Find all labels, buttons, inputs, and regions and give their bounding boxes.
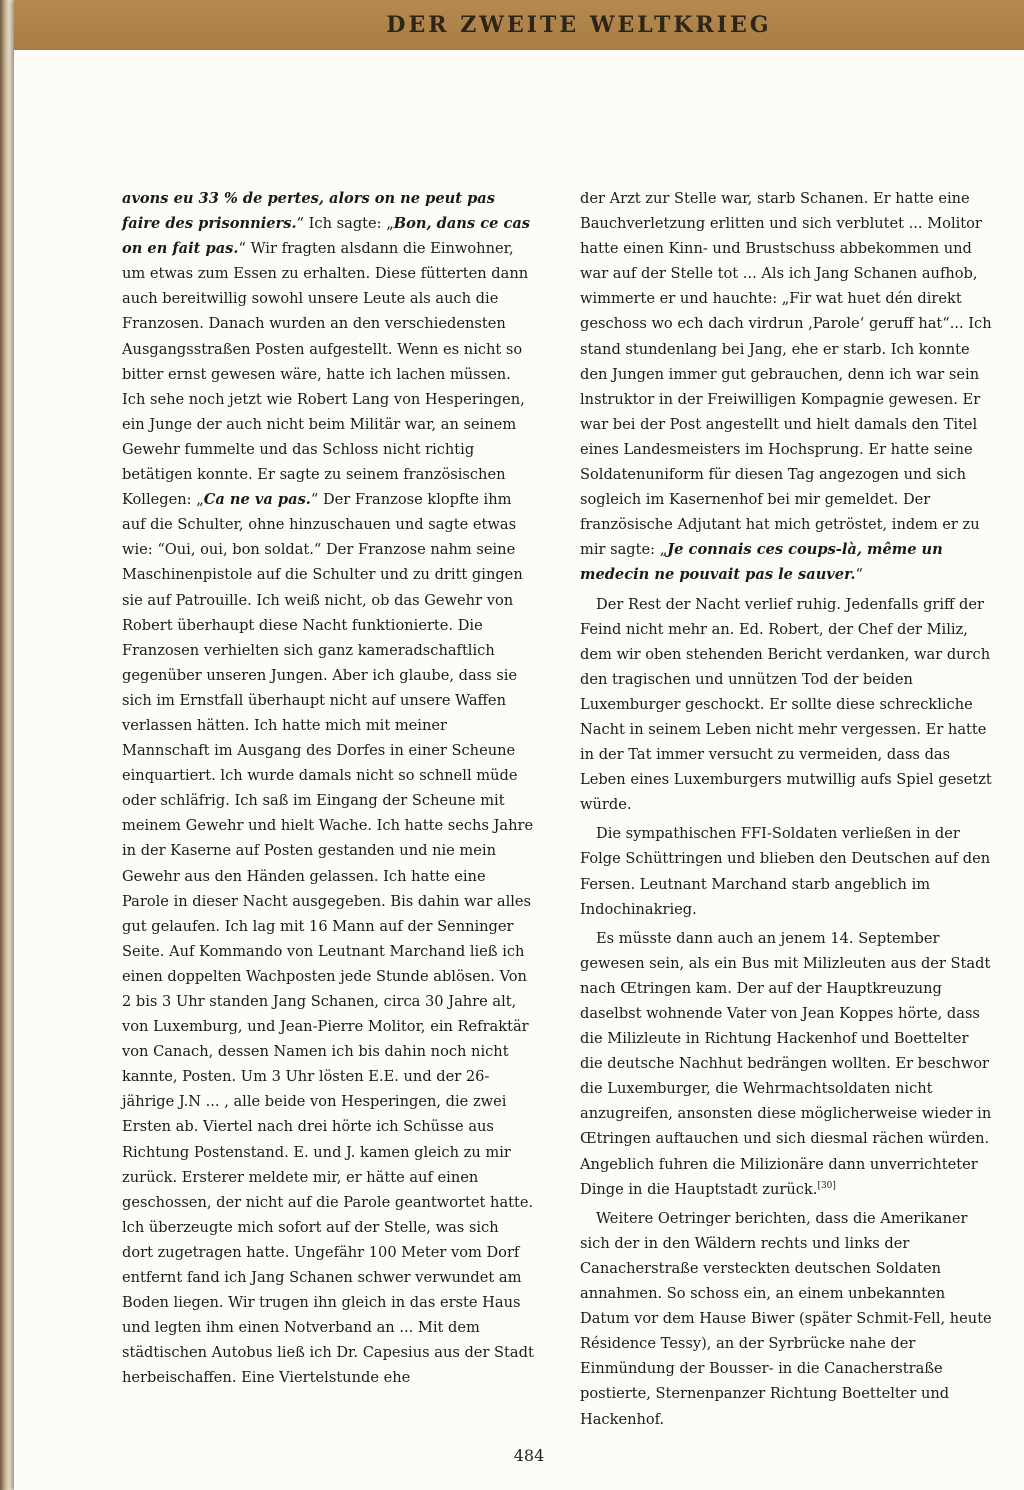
body-paragraph: Weitere Oetringer berichten, dass die Amerikaner sich der in den Wäldern rechts und links der Canacherstraße versteckten deutschen Soldaten annahmen. So schoss ein, an einem unbekannten Datum vor dem Hause Biwer (später Schmit-Fell, heute Résidence Tessy), an der Syrbrücke nahe der Einmündung der Bousser- in die Canacherstraße postierte, Sternenpanzer Richtung Boettelter und Hackenhof.	[580, 1209, 992, 1428]
book-page	[14, 0, 1024, 1490]
body-text: “	[855, 566, 863, 584]
french-quote: Je connais ces coups-là, même un medecin ne pouvait pas le sauver.	[580, 541, 943, 584]
body-text: “ Ich sagte: „	[296, 215, 394, 233]
body-text: “ Wir fragten alsdann die Einwohner, um etwas zum Essen zu erhalten. Diese fütterten dann auch bereitwillig sowohl unsere Leute als auch die Franzosen. Danach wurden an den verschiedensten Ausgangsstraßen Posten aufgestellt. Wenn es nicht so bitter ernst gewesen wäre, hatte ich lachen müssen. Ich sehe noch jetzt wie Robert Lang von Hesperingen, ein Junge der auch nicht beim Militär war, an seinem Gewehr fummelte und das Schloss nicht richtig betätigen konnte. Er sagte zu seinem französischen Kollegen: „	[122, 240, 529, 509]
running-header	[14, 0, 1024, 50]
body-paragraph: Der Rest der Nacht verlief ruhig. Jedenfalls griff der Feind nicht mehr an. Ed. Robert, der Chef der Miliz, dem wir oben stehenden Bericht verdanken, war durch den tragischen und unnützen Tod der beiden Luxemburger geschockt. Er sollte diese schreckliche Nacht in seinem Leben nicht mehr vergessen. Er hatte in der Tat immer versucht zu vermeiden, dass das Leben eines Luxemburgers mutwillig aufs Spiel gesetzt würde.	[580, 595, 992, 814]
footnote-reference: [30]	[817, 1180, 836, 1191]
french-quote: Bon, dans ce cas on en fait pas.	[122, 215, 530, 258]
left-text-column	[122, 186, 534, 1391]
right-text-column	[580, 186, 992, 1432]
french-quote: avons eu 33 % de pertes, alors on ne peut pas faire des prisonniers.	[122, 190, 495, 233]
body-paragraph	[580, 186, 992, 588]
french-quote: Ca ne va pas.	[203, 491, 311, 509]
body-paragraph	[122, 186, 534, 1391]
body-text: der Arzt zur Stelle war, starb Schanen. Er hatte eine Bauchverletzung erlitten und sich verblutet ... Molitor hatte einen Kinn- und Brustschuss abbekommen und war auf der Stelle tot ... Als ich Jang Schanen aufhob, wimmerte er und hauchte: „Fir wat huet dén direkt geschoss wo ech dach virdrun ‚Parole‘ geruff hat“... Ich stand stundenlang bei Jang, ehe er starb. Ich konnte den Jungen immer gut gebrauchen, denn ich war sein lnstruktor in der Freiwilligen Kompagnie gewesen. Er war bei der Post angestellt und hielt damals den Titel eines Landesmeisters im Hochsprung. Er hatte seine Soldatenuniform für diesen Tag angezogen und sich sogleich im Kasernenhof bei mir gemeldet. Der französische Adjutant hat mich getröstet, indem er zu mir sagte: „	[580, 190, 992, 559]
body-paragraph: Die sympathischen FFI-Soldaten verließen in der Folge Schüttringen und blieben den Deutschen auf den Fersen. Leutnant Marchand starb angeblich im Indochinakrieg.	[580, 825, 991, 918]
running-header-title: DER ZWEITE WELTKRIEG	[386, 12, 772, 38]
body-paragraph	[580, 926, 992, 1202]
page-number: 484	[513, 1446, 545, 1465]
book-page-edge	[0, 0, 14, 1490]
body-text: “ Der Franzose klopfte ihm auf die Schulter, ohne hinzuschauen und sagte etwas wie: “Oui, oui, bon soldat.“ Der Franzose nahm seine Maschinenpistole auf die Schulter und zu dritt gingen sie auf Patrouille. Ich weiß nicht, ob das Gewehr von Robert überhaupt diese Nacht funktionierte. Die Franzosen verhielten sich ganz kameradschaftlich gegenüber unseren Jungen. Aber ich glaube, dass sie sich im Ernstfall überhaupt nicht auf unsere Waffen verlassen hätten. Ich hatte mich mit meiner Mannschaft im Ausgang des Dorfes in einer Scheune einquartiert. lch wurde damals nicht so schnell müde oder schläfrig. Ich saß im Eingang der Scheune mit meinem Gewehr und hielt Wache. Ich hatte sechs Jahre in der Kaserne auf Posten gestanden und nie mein Gewehr aus den Händen gelassen. Ich hatte eine Parole in dieser Nacht ausgegeben. Bis dahin war alles gut gelaufen. Ich lag mit 16 Mann auf der Senninger Seite. Auf Kommando von Leutnant Marchand ließ ich einen doppelten Wachposten jede Stunde ablösen. Von 2 bis 3 Uhr standen Jang Schanen, circa 30 Jahre alt, von Luxemburg, und Jean-Pierre Molitor, ein Refraktär von Canach, dessen Namen ich bis dahin noch nicht kannte, Posten. Um 3 Uhr lösten E.E. und der 26- jährige J.N ... , alle beide von Hesperingen, die zwei Ersten ab. Viertel nach drei hörte ich Schüsse aus Richtung Postenstand. E. und J. kamen gleich zu mir zurück. Ersterer meldete mir, er hätte auf einen geschossen, der nicht auf die Parole geantwortet hatte. lch überzeugte mich sofort auf der Stelle, was sich dort zugetragen hatte. Ungefähr 100 Meter vom Dorf entfernt fand ich Jang Schanen schwer verwundet am Boden liegen. Wir trugen ihn gleich in das erste Haus und legten ihm einen Notverband an ... Mit dem städtischen Autobus ließ ich Dr. Capesius aus der Stadt herbeischaffen. Eine Viertelstunde ehe	[122, 491, 534, 1387]
body-text: Es müsste dann auch an jenem 14. September gewesen sein, als ein Bus mit Milizleuten aus der Stadt nach Œtringen kam. Der auf der Hauptkreuzung daselbst wohnende Vater von Jean Koppes hörte, dass die Milizleute in Richtung Hackenhof und Boettelter die deutsche Nachhut bedrängen wollten. Er beschwor die Luxemburger, die Wehrmachtsoldaten nicht anzugreifen, ansonsten diese möglicherweise wieder in Œtringen auftauchen und sich diesmal rächen würden. Angeblich fuhren die Milizionäre dann unverrichteter Dinge in die Hauptstadt zurück.	[580, 929, 992, 1198]
